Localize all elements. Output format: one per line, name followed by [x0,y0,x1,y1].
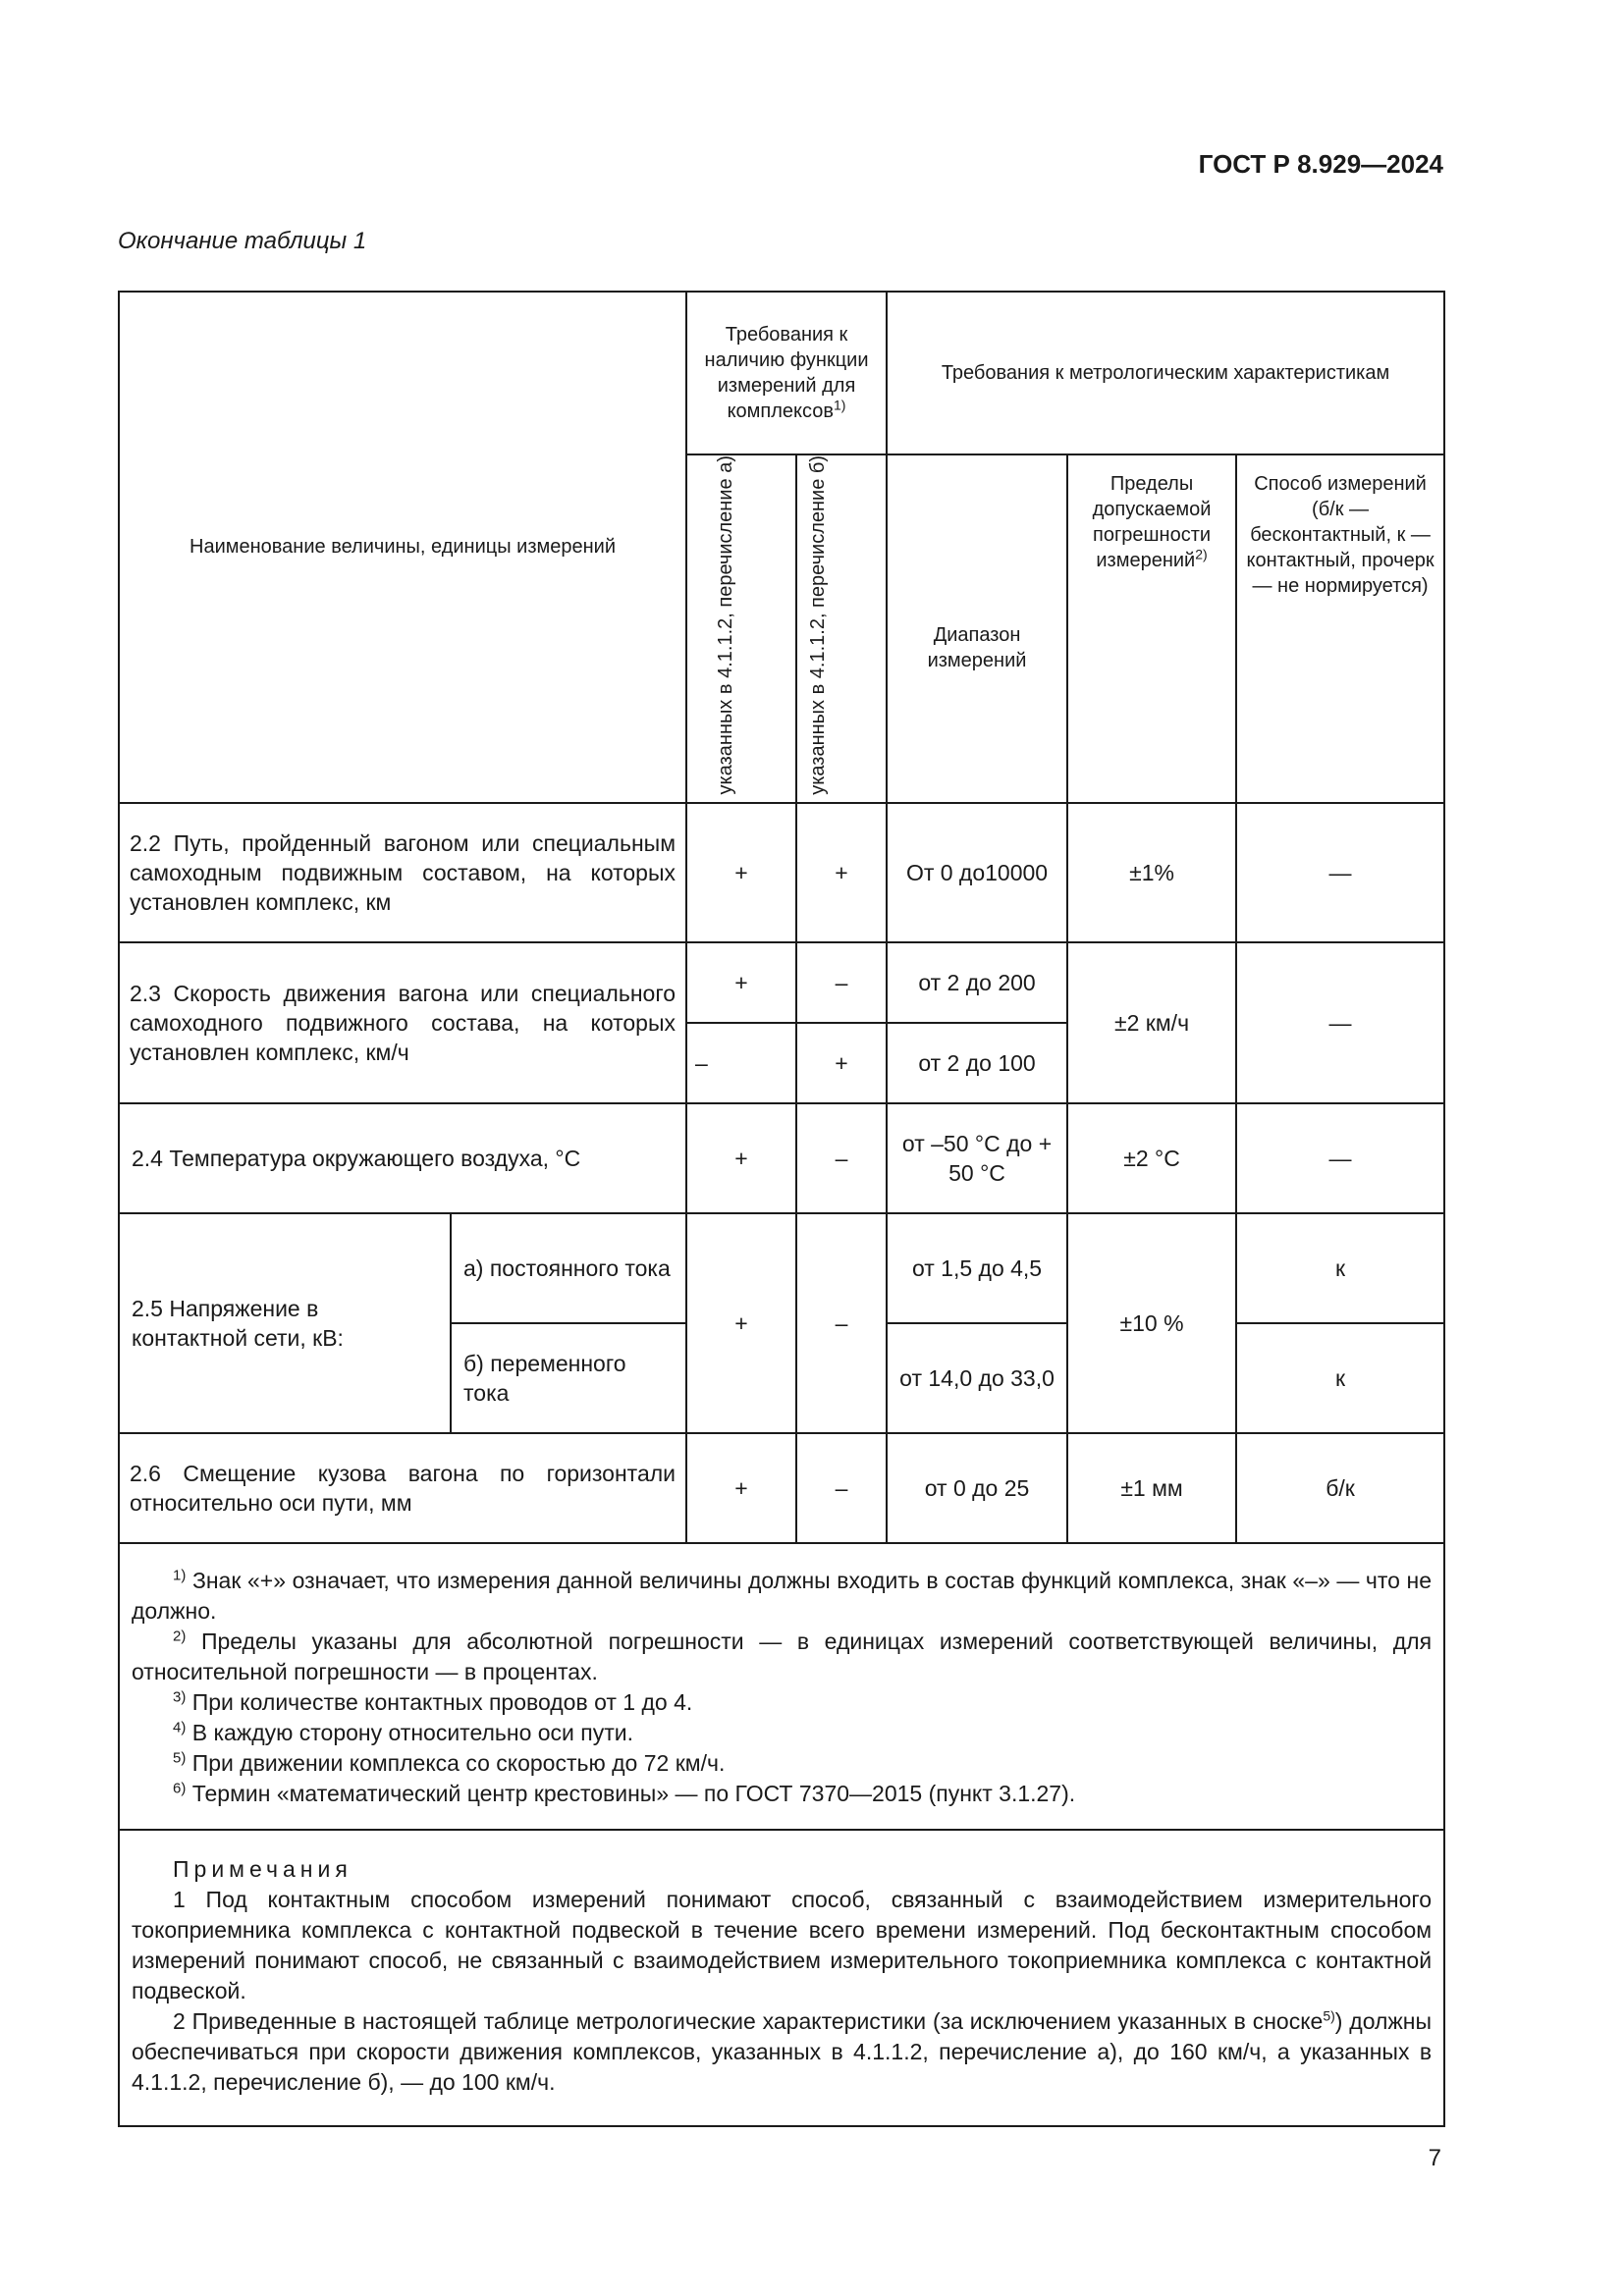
footnote-2-mark: 2) [173,1628,187,1645]
footnotes-block [119,1543,1444,1830]
row-2-2-name: 2.2 Путь, пройденный вагоном или специальным самоходным подвижным составом, на которых установлен комплекс, км [119,803,686,942]
row-2-4-limit: ±2 °С [1067,1103,1236,1213]
row-2-6-range: от 0 до 25 [887,1433,1067,1543]
row-2-2-method: — [1236,803,1444,942]
row-2-5-range-a: от 1,5 до 4,5 [887,1213,1067,1323]
note-2-sup: 5) [1323,2007,1335,2024]
footnote-6-text: Термин «математический центр крестовины» — по ГОСТ 7370—2015 (пункт 3.1.27). [191,1780,1076,1806]
row-2-6-b: – [796,1433,887,1543]
header-func-b [796,454,887,803]
row-2-5-name: 2.5 Напряжение в контактной сети, кВ: [119,1213,451,1433]
row-2-2-range: От 0 до10000 [887,803,1067,942]
row-2-4-name: 2.4 Температура окружающего воздуха, °С [119,1103,686,1213]
footnote-4-mark: 4) [173,1719,187,1736]
row-2-4-range: от –50 °С до + 50 °С [887,1103,1067,1213]
row-2-5-sub-b: б) переменного тока [451,1323,686,1433]
footnote-5-mark: 5) [173,1749,187,1767]
row-2-3-name: 2.3 Скорость движения вагона или специального самоходного подвижного состава, на которых установлен комплекс, км/ч [119,942,686,1103]
row-2-4-method: — [1236,1103,1444,1213]
row-2-6-name: 2.6 Смещение кузова вагона по горизонтали относительно оси пути, мм [119,1433,686,1543]
table-caption: Окончание таблицы 1 [118,228,367,254]
row-2-2-limit: ±1% [1067,803,1236,942]
note-2 [132,2006,1432,2098]
footnote-5 [132,1748,1432,1779]
header-func-group [686,292,887,454]
note-2-part-1: 2 Приведенные в настоящей таблице метрологические характеристики (за исключением указанных в сноске [173,2007,1324,2034]
notes-block [119,1830,1444,2126]
footnote-6 [132,1779,1432,1809]
row-2-3-method: — [1236,942,1444,1103]
header-func-b-text: указанных в 4.1.1.2, перечисление б) [807,455,830,795]
row-2-5-b: – [796,1213,887,1433]
row-2-4-b: – [796,1103,887,1213]
footnote-3 [132,1687,1432,1718]
note-1: 1 Под контактным способом измерений понимают способ, связанный с взаимодействием измерительного токоприемника комплекса с контактной подвеской в течение всего времени измерений. Под бесконтактным способом измерений понимают способ, не связанный с взаимодействием измерительного токоприемника комплекса с контактной подвеской. [132,1886,1433,2003]
footnote-1 [132,1566,1432,1627]
page-number: 7 [1428,2145,1441,2171]
header-func-a-text: указанных в 4.1.1.2, перечисление а) [715,455,737,795]
header-name: Наименование величины, единицы измерений [119,292,686,803]
header-func-group-text: Требования к наличию функции измерений для комплексов [704,324,869,422]
row-2-3-a1: + [686,942,796,1023]
header-func-group-sup: 1) [834,397,846,413]
footnote-4 [132,1718,1432,1748]
footnote-5-text: При движении комплекса со скоростью до 72 км/ч. [191,1749,726,1776]
footnote-2-text: Пределы указаны для абсолютной погрешности — в единицах измерений соответствующей величины, для относительной погрешности — в процентах. [132,1628,1433,1684]
header-range: Диапазон измерений [887,454,1067,803]
footnote-6-mark: 6) [173,1780,187,1797]
row-2-6-method: б/к [1236,1433,1444,1543]
header-limits-text: Пределы допускаемой погрешности измерений [1092,473,1212,571]
row-2-3-b2: + [796,1023,887,1103]
header-limits-sup: 2) [1195,546,1208,562]
notes-title: Примечания [173,1855,352,1882]
footnote-3-text: При количестве контактных проводов от 1 до 4. [191,1688,693,1715]
row-2-3-range1: от 2 до 200 [887,942,1067,1023]
requirements-table [118,291,1445,2127]
row-2-5-range-b: от 14,0 до 33,0 [887,1323,1067,1433]
row-2-3-range2: от 2 до 100 [887,1023,1067,1103]
note-2-part-2: ) должны обеспечиваться при скорости движения комплексов, указанных в 4.1.1.2, перечисление а), до 160 км/ч, а указанных в 4.1.1.2, перечисление б), — до 100 км/ч. [132,2007,1433,2095]
header-func-a [686,454,796,803]
row-2-3-limit: ±2 км/ч [1067,942,1236,1103]
row-2-3-a2: – [686,1023,796,1103]
footnote-1-text: Знак «+» означает, что измерения данной величины должны входить в состав функций комплекса, знак «–» — что не должно. [132,1567,1433,1624]
footnote-1-mark: 1) [173,1567,187,1584]
row-2-5-method-b: к [1236,1323,1444,1433]
row-2-2-b: + [796,803,887,942]
footnote-2 [132,1627,1432,1687]
header-limits [1067,454,1236,803]
row-2-2-a: + [686,803,796,942]
row-2-3-b1: – [796,942,887,1023]
header-metro-group: Требования к метрологическим характеристикам [887,292,1444,454]
row-2-5-sub-a: а) постоянного тока [451,1213,686,1323]
document-code: ГОСТ Р 8.929—2024 [1198,149,1443,179]
footnote-4-text: В каждую сторону относительно оси пути. [191,1719,634,1745]
header-method: Способ измерений (б/к — бесконтактный, к — контактный, прочерк — не нормируется) [1236,454,1444,803]
row-2-6-a: + [686,1433,796,1543]
row-2-4-a: + [686,1103,796,1213]
row-2-6-limit: ±1 мм [1067,1433,1236,1543]
row-2-5-limit: ±10 % [1067,1213,1236,1433]
footnote-3-mark: 3) [173,1688,187,1706]
row-2-5-a: + [686,1213,796,1433]
row-2-5-method-a: к [1236,1213,1444,1323]
